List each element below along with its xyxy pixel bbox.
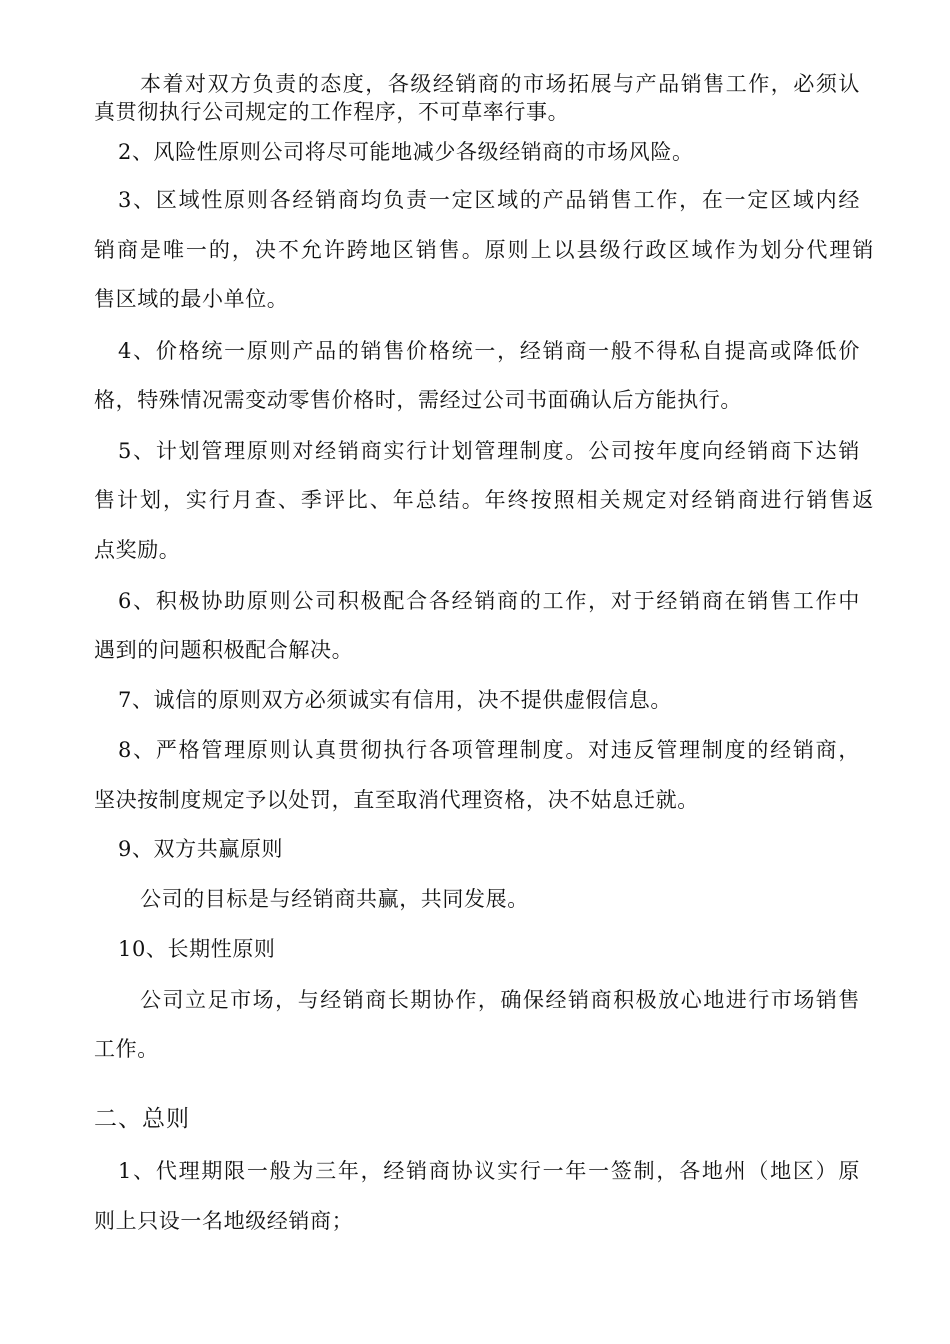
- paragraph-line: 6、积极协助原则公司积极配合各经销商的工作，对于经销商在销售工作中: [118, 589, 860, 613]
- paragraph-line: 7、诚信的原则双方必须诚实有信用，决不提供虚假信息。: [118, 688, 672, 712]
- paragraph-line: 本着对双方负责的态度，各级经销商的市场拓展与产品销售工作，必须认: [140, 72, 860, 96]
- paragraph-line: 销商是唯一的，决不允许跨地区销售。原则上以县级行政区域作为划分代理销: [94, 238, 874, 262]
- paragraph-line: 9、双方共赢原则: [118, 837, 284, 861]
- paragraph-line: 点奖励。: [94, 538, 181, 562]
- paragraph-line: 遇到的问题积极配合解决。: [94, 638, 354, 662]
- paragraph-line: 2、风险性原则公司将尽可能地减少各级经销商的市场风险。: [118, 140, 694, 164]
- section-heading: 二、总则: [94, 1106, 190, 1132]
- paragraph-line: 售计划，实行月查、季评比、年总结。年终按照相关规定对经销商进行销售返: [94, 488, 874, 512]
- paragraph-line: 10、长期性原则: [118, 937, 276, 961]
- paragraph-line: 真贯彻执行公司规定的工作程序，不可草率行事。: [94, 100, 570, 124]
- paragraph-line: 格，特殊情况需变动零售价格时，需经过公司书面确认后方能执行。: [94, 388, 742, 412]
- paragraph-line: 1、代理期限一般为三年，经销商协议实行一年一签制，各地州（地区）原: [118, 1159, 860, 1183]
- paragraph-line: 售区域的最小单位。: [94, 287, 289, 311]
- paragraph-line: 公司的目标是与经销商共赢，共同发展。: [140, 887, 529, 911]
- paragraph-line: 8、严格管理原则认真贯彻执行各项管理制度。对违反管理制度的经销商，: [118, 738, 860, 762]
- paragraph-line: 则上只设一名地级经销商；: [94, 1209, 354, 1233]
- paragraph-line: 3、区域性原则各经销商均负责一定区域的产品销售工作，在一定区域内经: [118, 188, 860, 212]
- paragraph-line: 坚决按制度规定予以处罚，直至取消代理资格，决不姑息迁就。: [94, 788, 699, 812]
- paragraph-line: 5、计划管理原则对经销商实行计划管理制度。公司按年度向经销商下达销: [118, 439, 860, 463]
- paragraph-line: 4、价格统一原则产品的销售价格统一，经销商一般不得私自提高或降低价: [118, 339, 860, 363]
- paragraph-line: 公司立足市场，与经销商长期协作，确保经销商积极放心地进行市场销售: [140, 988, 860, 1012]
- paragraph-line: 工作。: [94, 1037, 159, 1061]
